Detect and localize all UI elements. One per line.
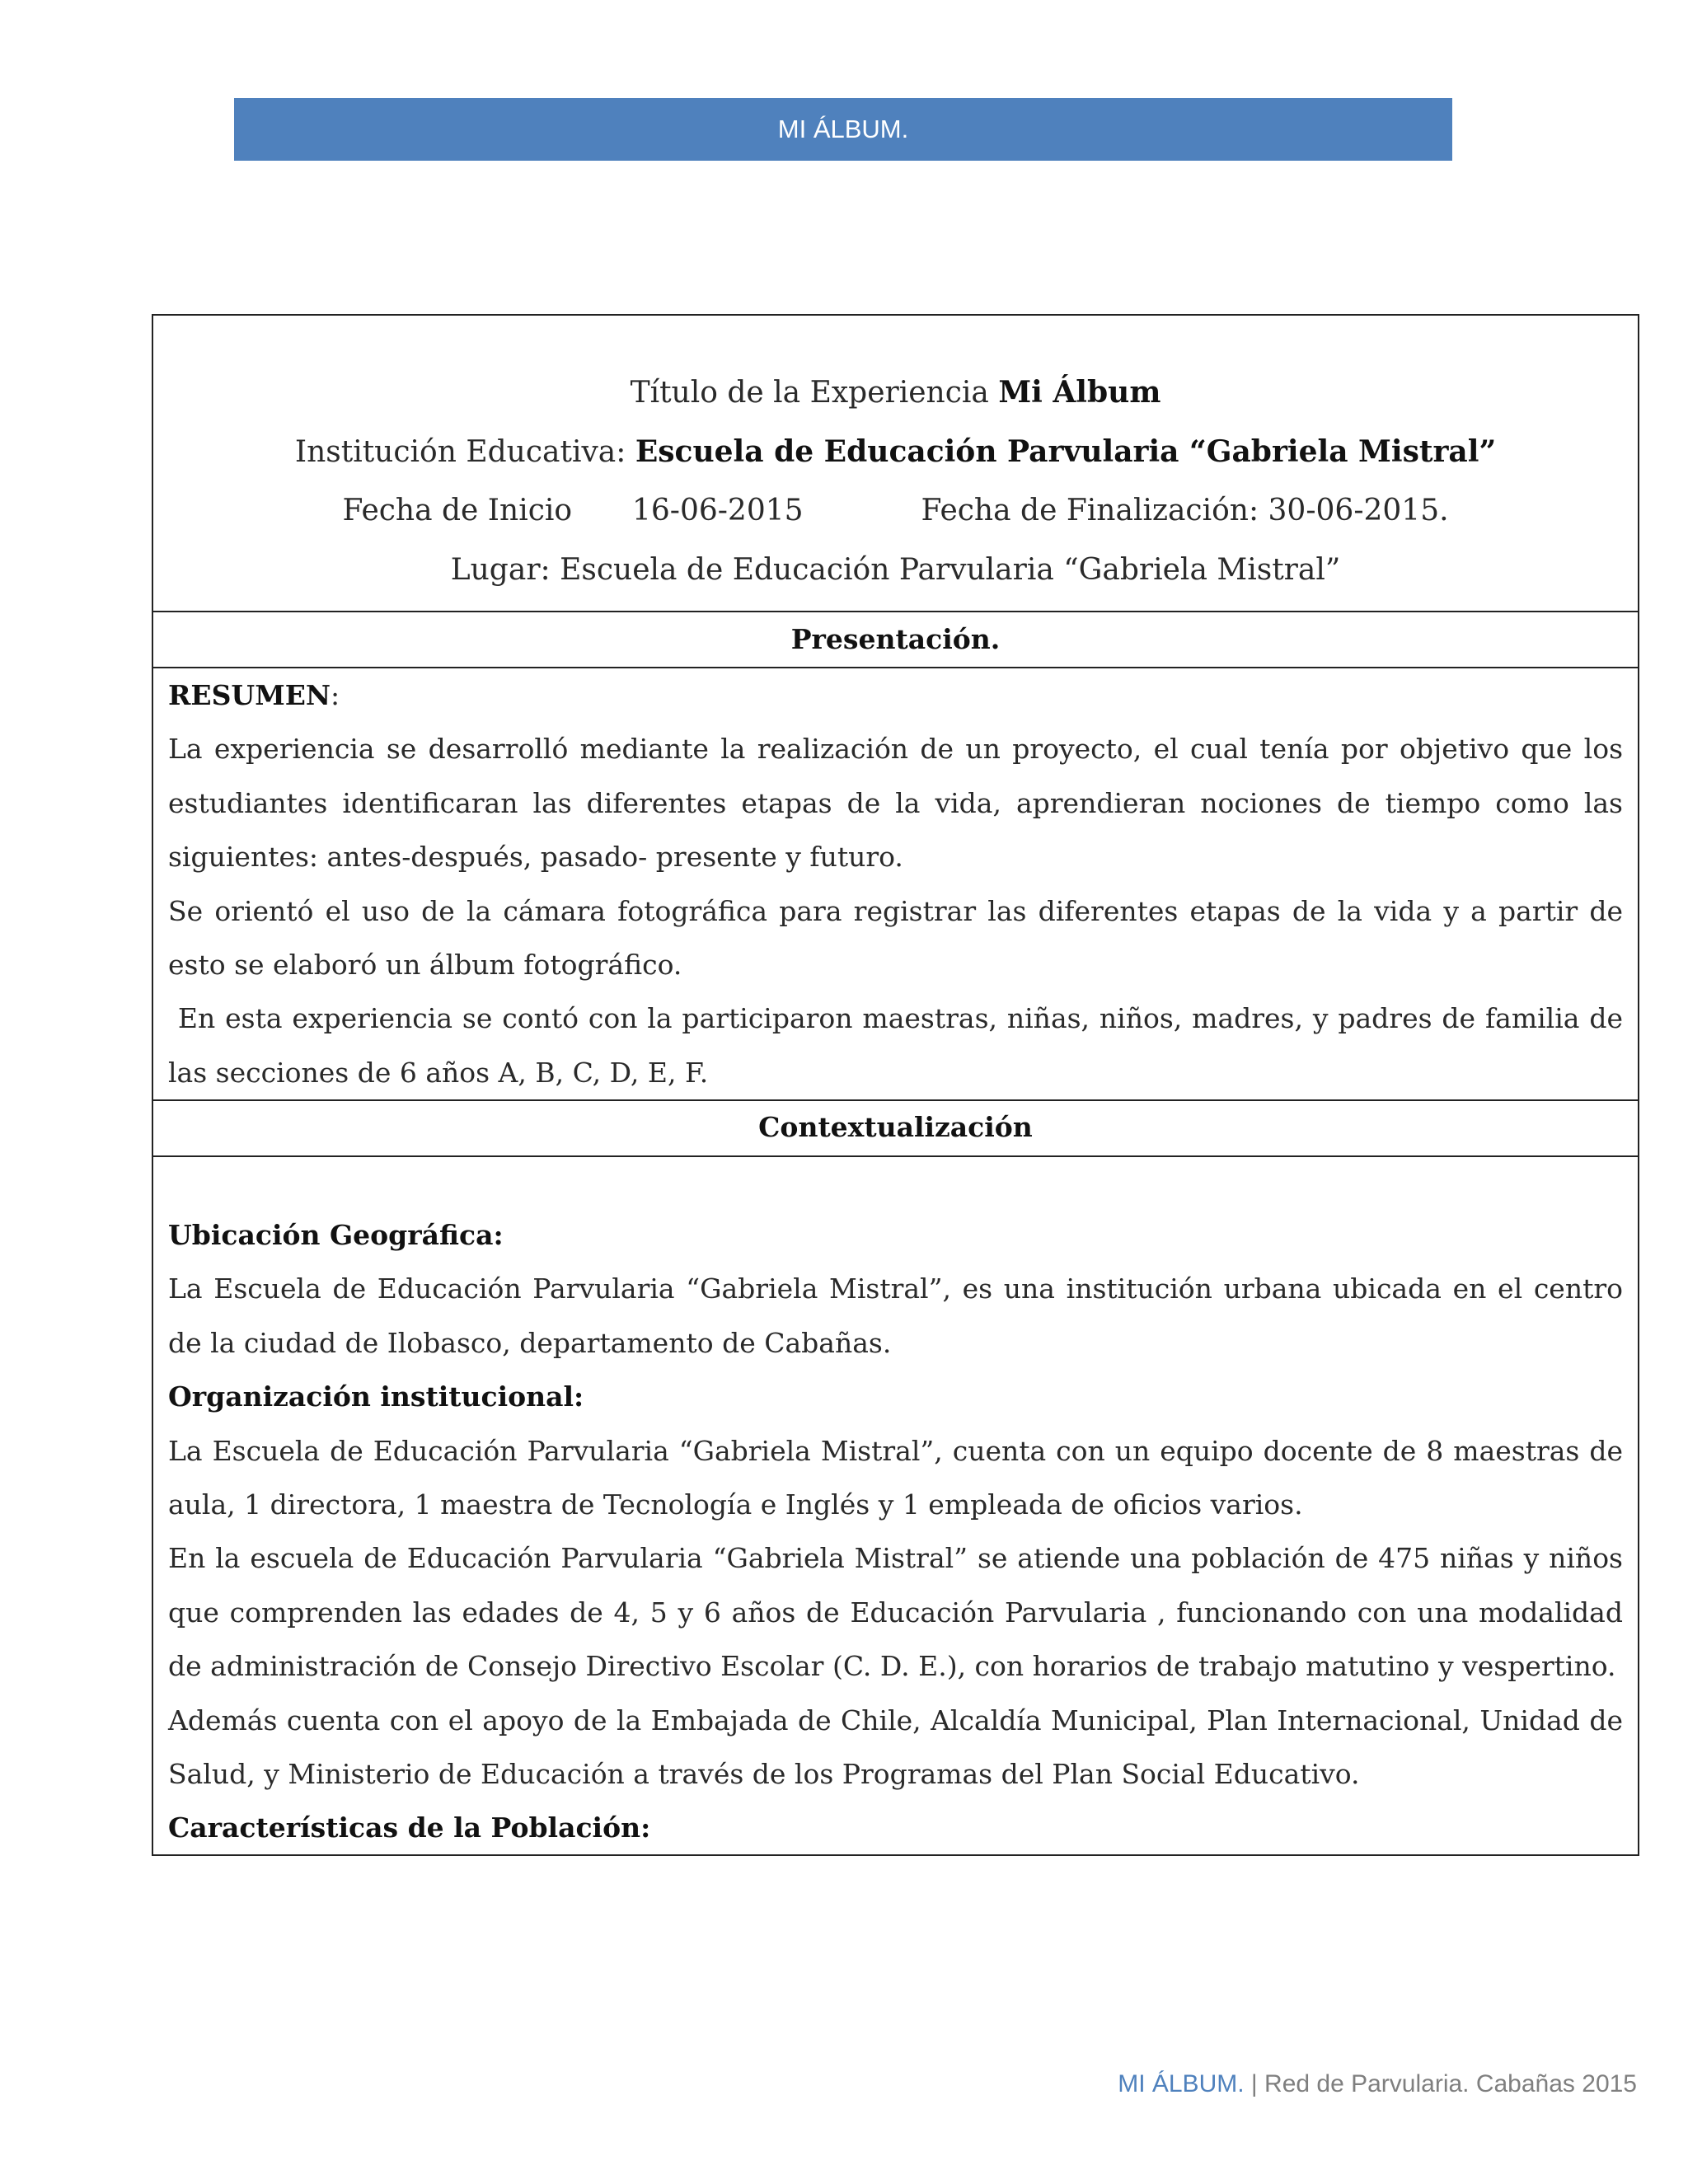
institucion-label: Institución Educativa:: [294, 435, 635, 469]
organizacion-label: Organización institucional:: [168, 1380, 584, 1413]
resumen-paragraph: Se orientó el uso de la cámara fotográfica para registrar las diferentes etapas de la vida y a partir de esto se elaboró un álbum fotográfico.: [168, 894, 1623, 982]
fecha-fin-label: Fecha de Finalización:: [921, 494, 1259, 527]
titulo-label: Título de la Experiencia: [630, 376, 999, 410]
institucion-line: [153, 434, 1638, 469]
fechas-line: [153, 494, 1638, 527]
resumen-paragraph: En esta experiencia se contó con la participaron maestras, niñas, niños, madres, y padres de familia de las secciones de 6 años A, B, C, D, E, F.: [168, 1002, 1632, 1089]
resumen-section: RESUMEN: La experiencia se desarrolló mediante la realización de un proyecto, el cual tenía por objetivo que los estudiantes identificaran las diferentes etapas de la vida, aprendieran nociones de tiempo como las siguientes: antes-después, pasado- presente y futuro. Se orientó el uso de la cámara fotográfica para registrar las diferentes etapas de la vida y a partir de esto se elaboró un álbum fotográfico. En esta experiencia se contó con la participaron maestras, niñas, niños, madres, y padres de familia de las secciones de 6 años A, B, C, D, E, F.: [168, 668, 1623, 1099]
document-header-bar: [234, 98, 1452, 161]
presentacion-heading: Presentación.: [790, 623, 1001, 655]
fecha-inicio-label: Fecha de Inicio: [342, 494, 573, 527]
row-divider: [153, 1155, 1638, 1157]
ubicacion-paragraph: La Escuela de Educación Parvularia “Gabriela Mistral”, es una institución urbana ubicada en el centro de la ciudad de Ilobasco, departamento de Cabañas.: [168, 1272, 1623, 1359]
lugar-text: Lugar: Escuela de Educación Parvularia “Gabriela Mistral”: [450, 553, 1341, 587]
resumen-paragraph: La experiencia se desarrolló mediante la realización de un proyecto, el cual tenía por objetivo que los estudiantes identificaran las diferentes etapas de la vida, aprendieran nociones de tiempo como las siguientes: antes-después, pasado- presente y futuro.: [168, 733, 1623, 874]
footer-separator: |: [1244, 2070, 1265, 2097]
fecha-inicio-value: 16-06-2015: [631, 494, 804, 527]
titulo-value: Mi Álbum: [998, 375, 1161, 410]
page-footer: [1118, 2070, 1637, 2098]
organizacion-paragraph: Además cuenta con el apoyo de la Embajada de Chile, Alcaldía Municipal, Plan Internacional, Unidad de Salud, y Ministerio de Educación a través de los Programas del Plan Social Educativo.: [168, 1704, 1623, 1791]
ubicacion-label: Ubicación Geográfica:: [168, 1219, 504, 1251]
institucion-value: Escuela de Educación Parvularia “Gabriela Mistral”: [635, 434, 1497, 469]
footer-doc-title: MI ÁLBUM.: [1118, 2070, 1245, 2097]
row-divider: [153, 611, 1638, 612]
header-title: MI ÁLBUM.: [777, 115, 909, 143]
fecha-fin-value: 30-06-2015.: [1268, 494, 1449, 527]
contextualizacion-heading: Contextualización: [758, 1111, 1033, 1143]
titulo-line: [153, 375, 1638, 410]
organizacion-paragraph: La Escuela de Educación Parvularia “Gabriela Mistral”, cuenta con un equipo docente de 8 maestras de aula, 1 directora, 1 maestra de Tecnología e Inglés y 1 empleada de oficios varios.: [168, 1434, 1623, 1521]
footer-note: Red de Parvularia. Cabañas 2015: [1264, 2070, 1637, 2097]
resumen-label: RESUMEN: [168, 679, 331, 711]
lugar-line: [153, 553, 1638, 587]
organizacion-paragraph: En la escuela de Educación Parvularia “Gabriela Mistral” se atiende una población de 475 niñas y niños que comprenden las edades de 4, 5 y 6 años de Educación Parvularia , funcionando con una modalidad de administración de Consejo Directivo Escolar (C. D. E.), con horarios de trabajo matutino y vespertino.: [168, 1542, 1623, 1683]
experience-table: [152, 314, 1639, 1856]
caracteristicas-label: Características de la Población:: [168, 1811, 651, 1844]
contextualizacion-section: [168, 1208, 1623, 1855]
